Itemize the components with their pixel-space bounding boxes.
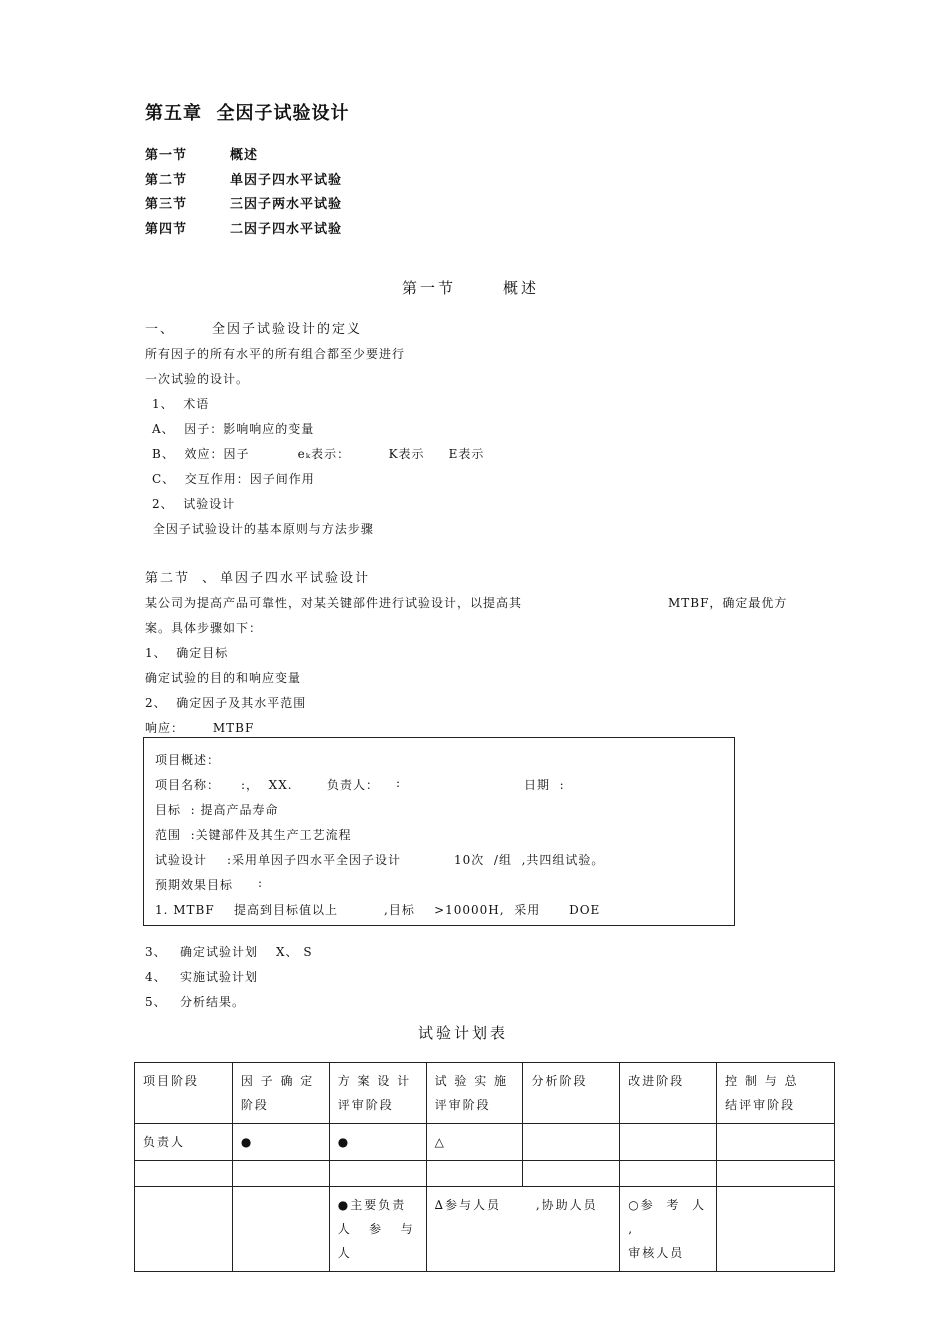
box-line: 负责人： [327, 778, 380, 792]
table-row [135, 1161, 835, 1187]
step-extra: X、 S [276, 945, 313, 959]
table-header-cell: 分析阶段 [523, 1063, 620, 1124]
toc-item-title: 二因子四水平试验 [230, 222, 343, 237]
body-line: 全因子试验设计的基本原则与方法步骤 [148, 522, 374, 536]
toc-item-num: 第二节 [145, 173, 188, 188]
body-line: 确定试验的目的和响应变量 [145, 671, 302, 685]
toc-item-num: 第三节 [145, 197, 188, 212]
table-row [135, 1124, 835, 1161]
box-line: : [258, 876, 264, 890]
box-line: 范围 :关键部件及其生产工艺流程 [155, 828, 352, 842]
box-line: 项目名称： [155, 778, 221, 792]
body-line: 一次试验的设计。 [145, 372, 250, 386]
box-line: 试验设计 [155, 853, 208, 867]
table-cell: ● [329, 1124, 426, 1161]
table-cell: 负责人 [135, 1124, 233, 1161]
body-line: 案。具体步骤如下： [145, 621, 263, 635]
toc-item-title: 三因子两水平试验 [230, 197, 343, 212]
box-line: :采用单因子四水平全因子设计 [227, 853, 402, 867]
toc-item-num: 第一节 [145, 148, 188, 163]
table-cell [620, 1124, 717, 1161]
box-line: 10次 /组 ,共四组试验。 [454, 853, 605, 867]
box-line: 日期 : [524, 778, 565, 792]
table-cell [523, 1124, 620, 1161]
chapter-title: 第五章 全因子试验设计 [145, 103, 350, 124]
subsection-1-title: 全因子试验设计的定义 [212, 322, 363, 337]
table-cell [329, 1161, 426, 1187]
table-header-cell: 项目阶段 [135, 1063, 233, 1124]
table-cell [135, 1187, 233, 1272]
table-cell: ○参 考 人 , 审核人员 [620, 1187, 717, 1272]
table-header-cell: 控 制 与 总 结评审阶段 [717, 1063, 835, 1124]
step-num: 4、 [145, 970, 167, 984]
table-cell [620, 1161, 717, 1187]
table-row [135, 1187, 835, 1272]
table-cell [717, 1124, 835, 1161]
table-title: 试验计划表 [418, 1024, 509, 1042]
step-num: 5、 [145, 995, 167, 1009]
table-cell: ● [232, 1124, 329, 1161]
body-line: 响应： MTBF [145, 721, 255, 735]
table-cell: ∆参与人员 ,协助人员 [426, 1187, 620, 1272]
body-line: 2、 试验设计 [152, 497, 236, 511]
table-header-cell: 方 案 设 计 评审阶段 [329, 1063, 426, 1124]
subsection-1-num: 一、 [145, 322, 176, 337]
box-line: 预期效果目标 [155, 878, 234, 892]
box-line: 项目概述： [155, 753, 221, 767]
body-line: 1、 术语 [152, 397, 210, 411]
plan-table [134, 1062, 835, 1272]
subsection-2-num: 第二节 [145, 571, 191, 586]
body-line: 所有因子的所有水平的所有组合都至少要进行 [145, 347, 406, 361]
step-text: 实施试验计划 [180, 970, 259, 984]
body-line: MTBF，确定最优方 [668, 596, 788, 610]
body-line: A、 因子：影响响应的变量 [152, 422, 315, 436]
table-cell [717, 1161, 835, 1187]
table-header-cell: 试 验 实 施 评审阶段 [426, 1063, 523, 1124]
table-header-cell: 改进阶段 [620, 1063, 717, 1124]
body-line: B、 效应：因子 eₖ表示： K表示 E表示 [152, 447, 485, 461]
body-line: 1、 确定目标 [145, 646, 229, 660]
body-line: 2、 确定因子及其水平范围 [145, 696, 307, 710]
project-charter-box [143, 737, 735, 926]
table-header-row [135, 1063, 835, 1124]
table-cell [426, 1161, 523, 1187]
table-cell [232, 1187, 329, 1272]
box-line: ,目标 >10000H, 采用 DOE [384, 903, 601, 917]
toc-item-num: 第四节 [145, 222, 188, 237]
section-heading-right: 概述 [503, 279, 540, 297]
table-cell: ●主要负责 人 参 与 人 [329, 1187, 426, 1272]
table-cell [717, 1187, 835, 1272]
table-cell [135, 1161, 233, 1187]
toc-item-title: 单因子四水平试验 [230, 173, 343, 188]
table-cell [523, 1161, 620, 1187]
table-cell [232, 1161, 329, 1187]
table-header-cell: 因 子 确 定 阶段 [232, 1063, 329, 1124]
box-line: : [396, 776, 402, 790]
step-text: 分析结果。 [180, 995, 246, 1009]
box-line: 1. MTBF 提高到目标值以上 [155, 903, 338, 917]
subsection-2-title: 单因子四水平试验设计 [220, 571, 371, 586]
step-num: 3、 [145, 945, 167, 959]
toc-item-title: 概述 [230, 148, 259, 163]
box-line: 目标 : 提高产品寿命 [155, 803, 279, 817]
body-line: 某公司为提高产品可靠性，对某关键部件进行试验设计，以提高其 [145, 596, 523, 610]
table-cell: △ [426, 1124, 523, 1161]
section-heading-left: 第一节 [402, 279, 457, 297]
subsection-2-mark: 、 [202, 571, 218, 586]
step-text: 确定试验计划 [180, 945, 259, 959]
body-line: C、 交互作用：因子间作用 [152, 472, 315, 486]
box-line: :， XX. [241, 778, 293, 792]
